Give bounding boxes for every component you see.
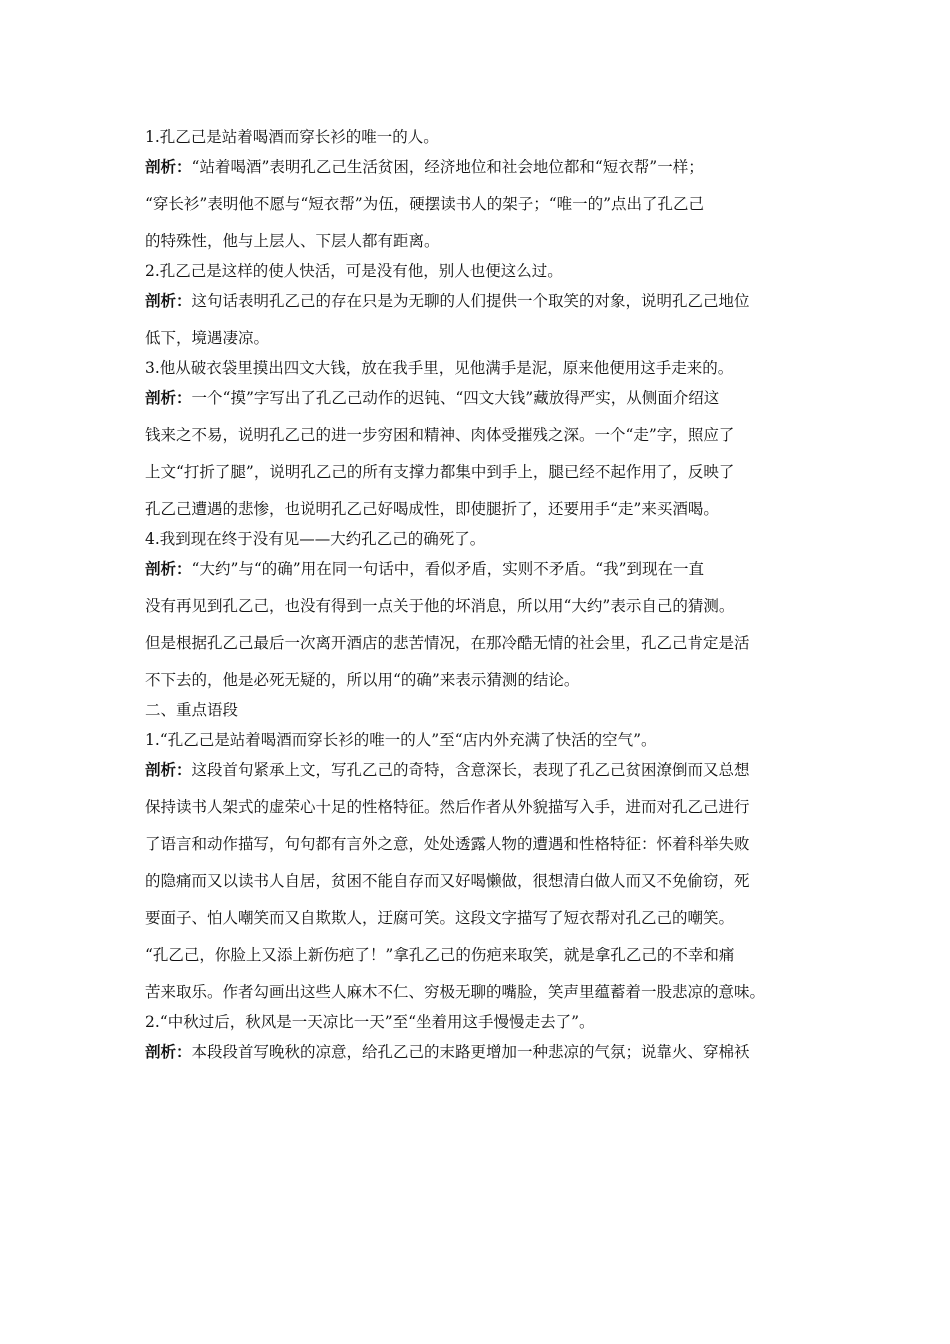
- analysis-text: “大约”与“的确”用在同一句话中，看似矛盾，实则不矛盾。“我”到现在一直: [191, 560, 705, 578]
- analysis-text: 的特殊性，他与上层人、下层人都有距离。: [145, 232, 440, 250]
- analysis-paragraph: [145, 1037, 810, 1067]
- analysis-paragraph: [145, 152, 810, 256]
- item-line: 二、重点语段: [145, 701, 239, 719]
- analysis-label: 剖析：: [145, 560, 192, 578]
- analysis-text: 保持读书人架式的虚荣心十足的性格特征。然后作者从外貌描写入手，进而对孔乙己进行: [145, 798, 750, 816]
- analysis-line: [145, 226, 810, 256]
- analysis-paragraph: [145, 286, 810, 353]
- analysis-line: [145, 665, 810, 695]
- analysis-text: 但是根据孔乙己最后一次离开酒店的悲苦情况，在那冷酷无情的社会里，孔乙己肯定是活: [145, 634, 750, 652]
- analysis-text: 要面子、怕人嘲笑而又自欺欺人，迂腐可笑。这段文字描写了短衣帮对孔乙己的嘲笑。: [145, 909, 735, 927]
- analysis-line: [145, 152, 810, 182]
- analysis-line: [145, 829, 810, 859]
- analysis-text: “孔乙己，你脸上又添上新伤疤了！”拿孔乙己的伤疤来取笑，就是拿孔乙己的不幸和痛: [145, 946, 735, 964]
- analysis-paragraph: [145, 383, 810, 524]
- analysis-line: [145, 420, 810, 450]
- analysis-text: 不下去的，他是必死无疑的，所以用“的确”来表示猜测的结论。: [145, 671, 580, 689]
- item-line: 4.我到现在终于没有见——大约孔乙己的确死了。: [145, 530, 486, 548]
- analysis-text: 这段首句紧承上文，写孔乙己的奇特，含意深长，表现了孔乙己贫困潦倒而又总想: [191, 761, 750, 779]
- analysis-label: 剖析：: [145, 1043, 192, 1061]
- analysis-text: 一个“摸”字写出了孔乙己动作的迟钝、“四文大钱”藏放得严实，从侧面介绍这: [191, 389, 720, 407]
- analysis-line: [145, 866, 810, 896]
- analysis-line: [145, 755, 810, 785]
- analysis-label: 剖析：: [145, 389, 192, 407]
- analysis-text: “站着喝酒”表明孔乙己生活贫困，经济地位和社会地位都和“短衣帮”一样；: [191, 158, 704, 176]
- analysis-paragraph: [145, 554, 810, 695]
- item-line: 2.“中秋过后，秋风是一天凉比一天”至“坐着用这手慢慢走去了”。: [145, 1013, 595, 1031]
- analysis-text: 上文“打折了腿”，说明孔乙己的所有支撑力都集中到手上，腿已经不起作用了，反映了: [145, 463, 735, 481]
- analysis-text: 孔乙己遭遇的悲惨，也说明孔乙己好喝成性，即使腿折了，还要用手“走”来买酒喝。: [145, 500, 719, 518]
- item-line: 3.他从破衣袋里摸出四文大钱，放在我手里，见他满手是泥，原来他便用这手走来的。: [145, 359, 734, 377]
- item-line: 1.孔乙己是站着喝酒而穿长衫的唯一的人。: [145, 128, 439, 146]
- analysis-text: 这句话表明孔乙己的存在只是为无聊的人们提供一个取笑的对象，说明孔乙己地位: [191, 292, 750, 310]
- analysis-line: [145, 591, 810, 621]
- analysis-line: [145, 286, 810, 316]
- analysis-label: 剖析：: [145, 292, 192, 310]
- analysis-text: 没有再见到孔乙己，也没有得到一点关于他的坏消息，所以用“大约”表示自己的猜测。: [145, 597, 735, 615]
- analysis-line: [145, 628, 810, 658]
- analysis-line: [145, 903, 810, 933]
- analysis-line: [145, 792, 810, 822]
- analysis-line: [145, 940, 810, 970]
- analysis-label: 剖析：: [145, 158, 192, 176]
- analysis-line: [145, 189, 810, 219]
- item-line: 2.孔乙己是这样的使人快活，可是没有他，别人也便这么过。: [145, 262, 563, 280]
- analysis-paragraph: [145, 755, 810, 1007]
- analysis-text: 钱来之不易，说明孔乙己的进一步穷困和精神、肉体受摧残之深。一个“走”字，照应了: [145, 426, 735, 444]
- analysis-text: “穿长衫”表明他不愿与“短衣帮”为伍，硬摆读书人的架子；“唯一的”点出了孔乙己: [145, 195, 705, 213]
- analysis-line: [145, 494, 810, 524]
- analysis-line: [145, 323, 810, 353]
- analysis-text: 低下，境遇凄凉。: [145, 329, 270, 347]
- analysis-line: [145, 1037, 810, 1067]
- analysis-text: 苦来取乐。作者勾画出这些人麻木不仁、穷极无聊的嘴脸，笑声里蕴蓄着一股悲凉的意味。: [145, 983, 766, 1001]
- analysis-line: [145, 977, 810, 1007]
- analysis-line: [145, 383, 810, 413]
- analysis-text: 的隐痛而又以读书人自居，贫困不能自存而又好喝懒做，很想清白做人而又不免偷窃，死: [145, 872, 750, 890]
- analysis-line: [145, 457, 810, 487]
- analysis-text: 了语言和动作描写，句句都有言外之意，处处透露人物的遭遇和性格特征：怀着科举失败: [145, 835, 750, 853]
- document-page: [145, 122, 810, 1067]
- item-line: 1.“孔乙己是站着喝酒而穿长衫的唯一的人”至“店内外充满了快活的空气”。: [145, 731, 657, 749]
- analysis-text: 本段段首写晚秋的凉意，给孔乙己的末路更增加一种悲凉的气氛；说靠火、穿棉袄: [191, 1043, 750, 1061]
- analysis-line: [145, 554, 810, 584]
- analysis-label: 剖析：: [145, 761, 192, 779]
